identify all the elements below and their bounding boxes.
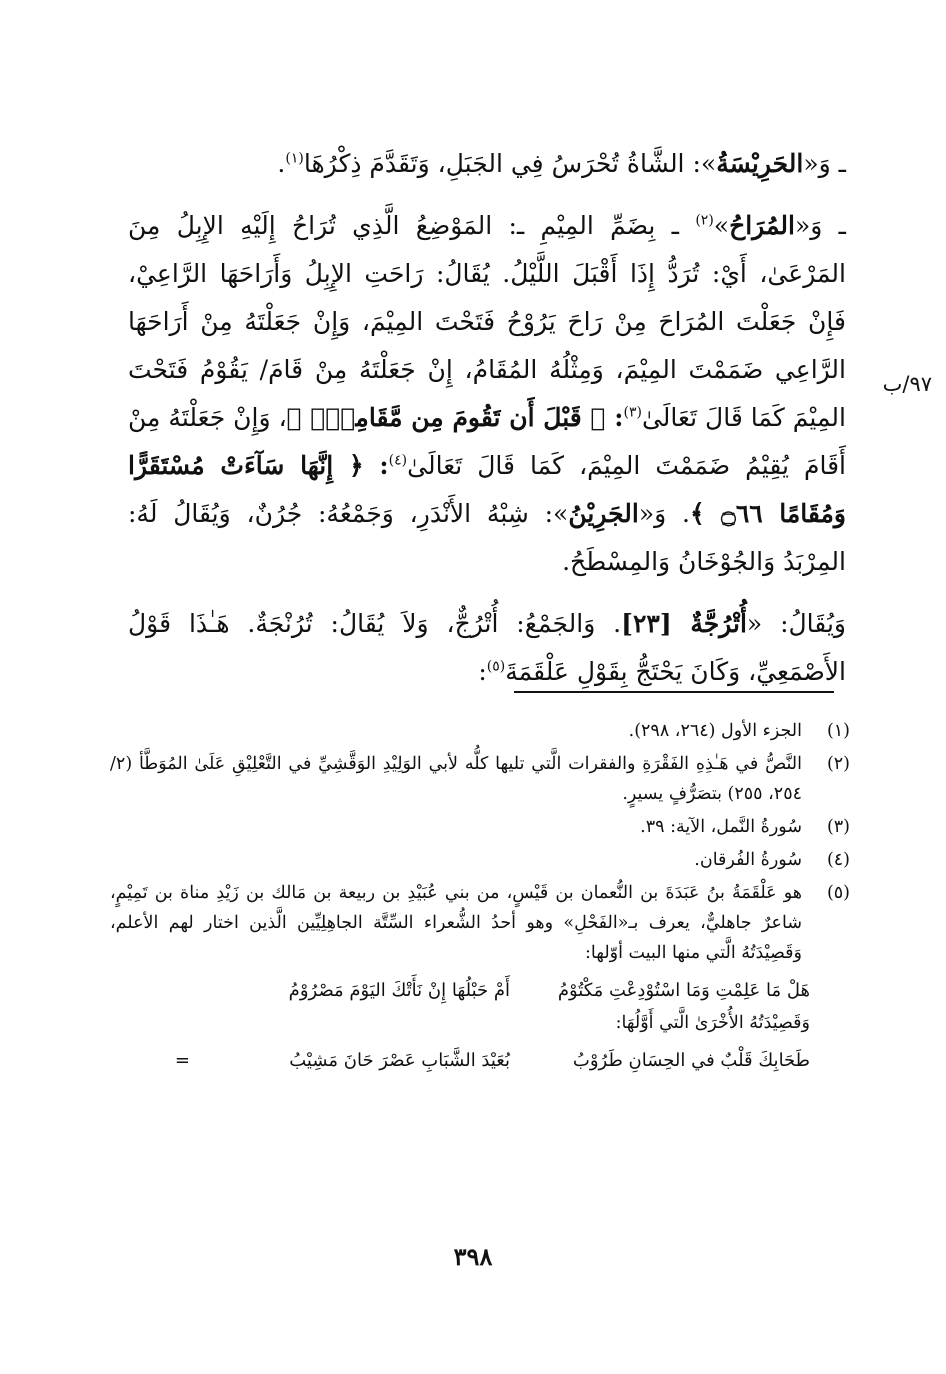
paragraph-utrujja xyxy=(128,600,846,696)
quran-quote-1: : ﴿ قَبْلَ أَن تَقُومَ مِن مَّقَامِكَۖ ﴾ xyxy=(286,403,624,432)
poem-verse-2 xyxy=(110,1046,850,1076)
main-text xyxy=(128,140,846,706)
poem-verse-1 xyxy=(110,976,850,1006)
footnote-3 xyxy=(110,812,850,842)
footnote-number: (٤) xyxy=(826,850,850,870)
footnote-ref-4[interactable]: (٤) xyxy=(388,452,408,469)
page-number: ٣٩٨ xyxy=(453,1242,493,1271)
footnote-1 xyxy=(110,716,850,746)
footnote-4 xyxy=(110,845,850,875)
footnote-ref-5[interactable]: (٥) xyxy=(486,658,506,675)
footnote-text: هو عَلْقَمَةُ بنُ عَبَدَةَ بن النُّعمان بن قَيْسٍ، من بني عُبَيْدِ بن ربيعة بن مَالك بن زَيْدِ مناة بن تَمِيْمٍ، شاعرٌ جاهليٌّ، يعرف بـ«الفَحْلِ» وهو أحدُ الشُّعراء السِّتَّة الجاهِلِيِّين الَّذين اختار لهم الأعلم، وَقَصِيْدَتُهُ الَّتي منها البيت أوّلها: xyxy=(110,883,802,963)
definition-text-2: ، وَإِنْ جَعَلْتَهُ مِنْ أَقَامَ يُقِيْمُ ضَمَمْتَ المِيْمَ، كَمَا قَالَ تَعَالَىٰ xyxy=(128,403,846,480)
headword-utrujja: أُتْرُجَّةٌ xyxy=(690,609,747,638)
entry-lead: ـ وَ« xyxy=(803,149,846,178)
entry-lead: وَيُقَالُ: « xyxy=(746,609,846,638)
paragraph-muraah xyxy=(128,202,846,586)
headword-jariin: الجَرِيْنُ xyxy=(568,499,639,528)
continuation-mark: = xyxy=(174,1050,190,1071)
footnote-number: (٣) xyxy=(826,817,850,837)
footnote-number: (٢) xyxy=(826,754,850,774)
footnote-ref-2[interactable]: (٢) xyxy=(695,212,714,229)
footnote-text: الجزء الأول (٢٦٤، ٢٩٨). xyxy=(628,721,802,741)
verse-first-hemistich: هَلْ مَا عَلِمْتِ وَمَا اسْتُوْدِعْتِ مَكْتُوْمُ xyxy=(557,980,810,1001)
headword-hariisa: الحَرِيْسَةُ xyxy=(716,149,804,178)
paragraph-hariisa xyxy=(128,140,846,188)
footnote-number: (٥) xyxy=(826,883,850,903)
entry-lead-2: . وَ« xyxy=(638,499,690,528)
footnote-text: سُورةُ النَّمل، الآية: ٣٩. xyxy=(640,817,802,837)
footnote-text: النَّصُّ في هَـٰذِهِ الفَقْرَةِ والفقرات الَّتي تليها كلُّه لأبي الوَلِيْدِ الوَقَّشِيِّ في التَّعْلِيْقِ عَلَىٰ المُوَطَّأ (٢/ ٢٥٤، ٢٥٥) بتصَرُّفٍ يسيرٍ. xyxy=(110,754,802,804)
footnotes xyxy=(110,716,850,1078)
footnote-ref-1[interactable]: (١) xyxy=(285,150,304,167)
verse-second-hemistich: بُعَيْدَ الشَّبَابِ عَصْرَ حَانَ مَشِيْبُ xyxy=(289,1050,510,1071)
entry-end: . xyxy=(277,149,286,178)
entry-close: » xyxy=(713,211,730,240)
footnote-5 xyxy=(110,878,850,968)
footnote-text: سُورةُ الفُرقان. xyxy=(694,850,802,870)
definition-text: . وَالجَمْعُ: أُتْرُجٌّ، وَلاَ يُقَالُ: تُرُنْجَةٌ. هَـٰذَا قَوْلُ الأَصْمَعِيِّ، وَكَانَ يَحْتَجُّ بِقَوْلِ عَلْقَمَةَ xyxy=(128,609,846,686)
footnote-separator xyxy=(514,691,834,693)
definition-text-3: »: شِبْهُ الأَنْدَرِ، وَجَمْعُهُ: جُرُنٌ، وَيُقَالُ لَهُ: المِرْبَدُ وَالجُوْخَانُ وَالمِسْطَحُ. xyxy=(128,499,846,576)
source-page-ref: [٢٣] xyxy=(621,609,691,638)
entry-lead: ـ وَ« xyxy=(795,211,847,240)
definition-text: ـ بِضَمِّ المِيْمِ ـ: المَوْضِعُ الَّذِي تُرَاحُ إِلَيْهِ الإِبِلُ مِنَ المَرْعَىٰ، أَيْ: تُرَدُّ إِذَا أَقْبَلَ اللَّيْلُ. يُقَالُ: رَاحَتِ الإِبِلُ وَأَرَاحَهَا الرَّاعِيْ، فَإِنْ جَعَلْتَ المُرَاحَ مِنْ رَاحَ يَرُوْحُ فَتَحْتَ المِيْمَ، وَإِنْ جَعَلْتَهُ مِنْ أَرَاحَهَا الرَّاعِي ضَمَمْتَ المِيْمَ، وَمِثْلُهُ المُقَامُ، إِنْ جَعَلْتَهُ مِنْ قَامَ/ يَقُوْمُ فَتَحْتَ المِيْمَ كَمَا قَالَ تَعَالَىٰ xyxy=(128,211,846,432)
definition-text: : الشَّاةُ تُحْرَسُ فِي الجَبَلِ، وَتَقَدَّمَ ذِكْرُهَا xyxy=(303,149,701,178)
footnote-number: (١) xyxy=(826,721,850,741)
verse-first-hemistich: طَحَابِكَ قَلْبٌ في الحِسَانِ طَرُوْبُ xyxy=(572,1050,810,1071)
poem-intro-2 xyxy=(110,1008,850,1038)
poem-intro-text: وَقَصِيْدَتُهُ الأُخْرَىٰ الَّتي أَوَّلُهَا: xyxy=(615,1013,810,1033)
footnote-2 xyxy=(110,749,850,809)
entry-end: : xyxy=(478,657,487,686)
verse-second-hemistich: أَمْ حَبْلُهَا إِنْ نَأَتْكَ اليَوْمَ مَصْرُوْمُ xyxy=(288,980,510,1001)
footnote-ref-3[interactable]: (٣) xyxy=(623,404,642,421)
headword-muraah: المُرَاحُ xyxy=(729,211,795,240)
entry-close: » xyxy=(700,149,717,178)
manuscript-folio-marker: ٩٧/ب xyxy=(882,372,932,396)
quran-quote-2: : ﴿ إِنَّهَا سَآءَتْ مُسْتَقَرًّا وَمُقَامًا ۝٦٦ ﴾ xyxy=(128,451,846,528)
